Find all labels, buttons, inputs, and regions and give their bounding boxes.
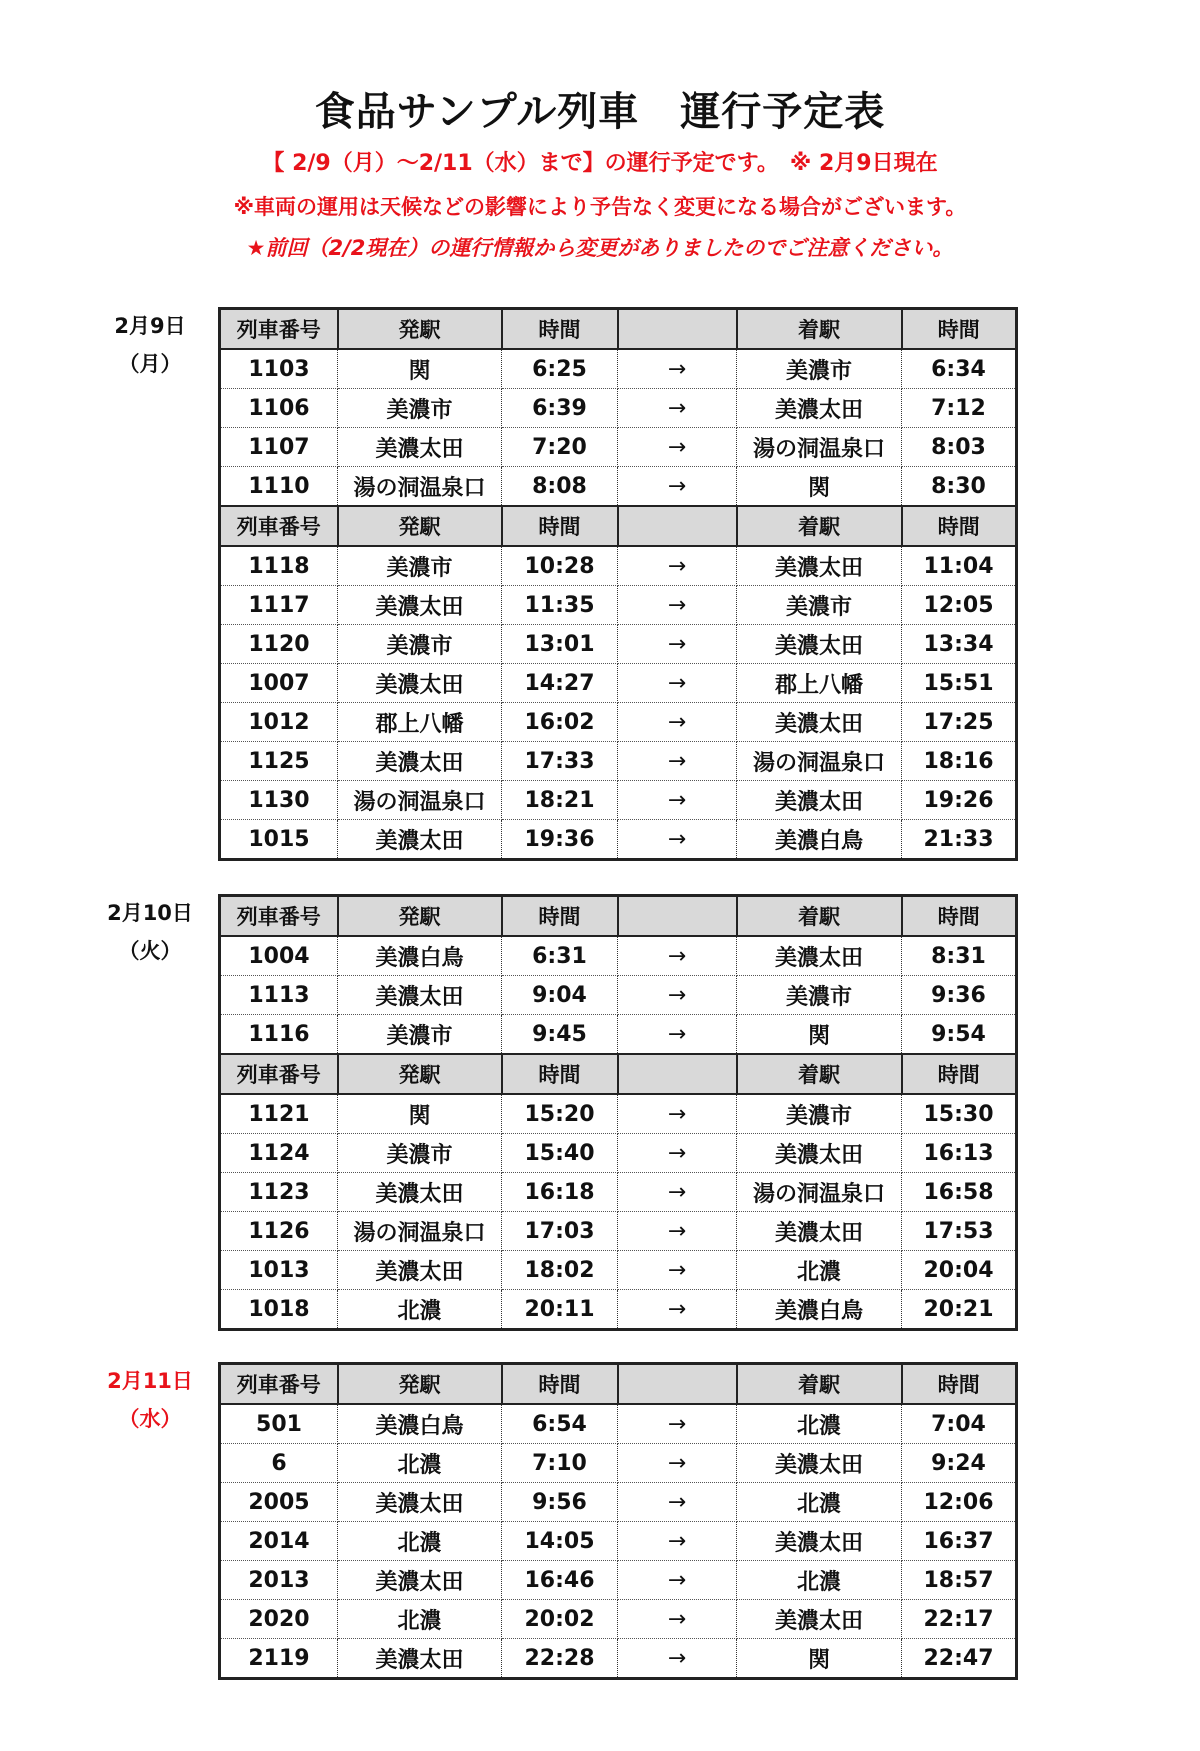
- cell-train: 1120: [220, 625, 338, 664]
- cell-dep: 7:10: [502, 1444, 618, 1483]
- cell-arr: 12:05: [902, 586, 1017, 625]
- arrow-icon: →: [618, 1561, 737, 1600]
- cell-arr: 19:26: [902, 781, 1017, 820]
- cell-dep: 6:39: [502, 389, 618, 428]
- table-row: [220, 1561, 1017, 1600]
- table-row: [220, 349, 1017, 389]
- cell-train: 1007: [220, 664, 338, 703]
- cell-train: 1116: [220, 1015, 338, 1055]
- table-row: [220, 1290, 1017, 1330]
- cell-to: 郡上八幡: [737, 664, 902, 703]
- cell-dep: 9:45: [502, 1015, 618, 1055]
- arrow-icon: →: [618, 703, 737, 742]
- cell-train: 1106: [220, 389, 338, 428]
- column-header-train: 列車番号: [220, 506, 338, 546]
- cell-dep: 14:05: [502, 1522, 618, 1561]
- cell-from: 美濃太田: [338, 820, 502, 860]
- table-row: [220, 625, 1017, 664]
- cell-train: 2013: [220, 1561, 338, 1600]
- column-header-train: 列車番号: [220, 896, 338, 937]
- arrow-icon: →: [618, 936, 737, 976]
- cell-arr: 8:31: [902, 936, 1017, 976]
- column-header-dep: 時間: [502, 1364, 618, 1405]
- table-row: [220, 467, 1017, 507]
- arrow-icon: →: [618, 1290, 737, 1330]
- column-header-dep: 時間: [502, 896, 618, 937]
- cell-arr: 16:58: [902, 1173, 1017, 1212]
- table-row: [220, 781, 1017, 820]
- cell-train: 1018: [220, 1290, 338, 1330]
- cell-from: 関: [338, 1094, 502, 1134]
- cell-to: 北濃: [737, 1561, 902, 1600]
- cell-dep: 6:54: [502, 1404, 618, 1444]
- cell-arr: 22:17: [902, 1600, 1017, 1639]
- cell-to: 美濃太田: [737, 1600, 902, 1639]
- cell-dep: 15:40: [502, 1134, 618, 1173]
- cell-train: 1118: [220, 546, 338, 586]
- column-header-arrow: [618, 1054, 737, 1094]
- cell-dep: 20:02: [502, 1600, 618, 1639]
- cell-dep: 16:46: [502, 1561, 618, 1600]
- cell-to: 関: [737, 467, 902, 507]
- cell-train: 2020: [220, 1600, 338, 1639]
- column-header-to: 着駅: [737, 506, 902, 546]
- arrow-icon: →: [618, 1212, 737, 1251]
- table-row: [220, 1094, 1017, 1134]
- table-row: [220, 1212, 1017, 1251]
- cell-arr: 15:30: [902, 1094, 1017, 1134]
- cell-dep: 17:33: [502, 742, 618, 781]
- table-header-row: [220, 896, 1017, 937]
- cell-dep: 20:11: [502, 1290, 618, 1330]
- cell-from: 美濃太田: [338, 1639, 502, 1679]
- table-header-row: [220, 1364, 1017, 1405]
- cell-to: 美濃太田: [737, 936, 902, 976]
- day-date-label: 2月11日: [107, 1369, 193, 1393]
- cell-from: 美濃白鳥: [338, 936, 502, 976]
- cell-dep: 7:20: [502, 428, 618, 467]
- table-row: [220, 428, 1017, 467]
- cell-from: 北濃: [338, 1444, 502, 1483]
- column-header-arrow: [618, 1364, 737, 1405]
- table-row: [220, 546, 1017, 586]
- cell-train: 1124: [220, 1134, 338, 1173]
- table-row: [220, 703, 1017, 742]
- arrow-icon: →: [618, 546, 737, 586]
- cell-arr: 9:24: [902, 1444, 1017, 1483]
- cell-train: 1113: [220, 976, 338, 1015]
- cell-to: 美濃太田: [737, 703, 902, 742]
- table-row: [220, 1404, 1017, 1444]
- column-header-arr: 時間: [902, 309, 1017, 350]
- cell-to: 美濃太田: [737, 546, 902, 586]
- arrow-icon: →: [618, 1444, 737, 1483]
- schedule-period-notice: 【 2/9（月）～2/11（水）まで】の運行予定です。 ※ 2月9日現在: [262, 151, 938, 176]
- cell-arr: 8:03: [902, 428, 1017, 467]
- cell-dep: 18:02: [502, 1251, 618, 1290]
- cell-to: 美濃太田: [737, 1212, 902, 1251]
- cell-arr: 20:21: [902, 1290, 1017, 1330]
- cell-arr: 9:36: [902, 976, 1017, 1015]
- cell-to: 美濃太田: [737, 625, 902, 664]
- table-header-row: [220, 506, 1017, 546]
- cell-to: 湯の洞温泉口: [737, 1173, 902, 1212]
- cell-to: 美濃太田: [737, 781, 902, 820]
- cell-to: 美濃太田: [737, 1134, 902, 1173]
- arrow-icon: →: [618, 428, 737, 467]
- weather-disclaimer: ※車両の運用は天候などの影響により予告なく変更になる場合がございます。: [233, 195, 967, 219]
- column-header-dep: 時間: [502, 1054, 618, 1094]
- cell-to: 北濃: [737, 1251, 902, 1290]
- table-row: [220, 1483, 1017, 1522]
- column-header-arr: 時間: [902, 1054, 1017, 1094]
- column-header-train: 列車番号: [220, 1364, 338, 1405]
- cell-arr: 11:04: [902, 546, 1017, 586]
- table-row: [220, 1015, 1017, 1055]
- page-title: 食品サンプル列車 運行予定表: [314, 89, 886, 135]
- cell-from: 美濃市: [338, 546, 502, 586]
- cell-arr: 13:34: [902, 625, 1017, 664]
- column-header-arr: 時間: [902, 506, 1017, 546]
- table-header-row: [220, 309, 1017, 350]
- cell-dep: 16:02: [502, 703, 618, 742]
- table-header-row: [220, 1054, 1017, 1094]
- cell-dep: 6:31: [502, 936, 618, 976]
- cell-to: 関: [737, 1639, 902, 1679]
- cell-arr: 18:57: [902, 1561, 1017, 1600]
- day-date-label: 2月9日: [114, 314, 186, 338]
- arrow-icon: →: [618, 389, 737, 428]
- cell-from: 美濃太田: [338, 664, 502, 703]
- cell-from: 美濃市: [338, 1134, 502, 1173]
- cell-train: 6: [220, 1444, 338, 1483]
- cell-from: 美濃市: [338, 389, 502, 428]
- arrow-icon: →: [618, 625, 737, 664]
- cell-from: 美濃太田: [338, 742, 502, 781]
- cell-train: 1117: [220, 586, 338, 625]
- column-header-from: 発駅: [338, 309, 502, 350]
- cell-from: 北濃: [338, 1522, 502, 1561]
- cell-train: 501: [220, 1404, 338, 1444]
- arrow-icon: →: [618, 1522, 737, 1561]
- cell-dep: 15:20: [502, 1094, 618, 1134]
- arrow-icon: →: [618, 781, 737, 820]
- cell-train: 1103: [220, 349, 338, 389]
- cell-from: 美濃太田: [338, 428, 502, 467]
- column-header-from: 発駅: [338, 506, 502, 546]
- cell-train: 1004: [220, 936, 338, 976]
- arrow-icon: →: [618, 1404, 737, 1444]
- cell-train: 1013: [220, 1251, 338, 1290]
- arrow-icon: →: [618, 1483, 737, 1522]
- arrow-icon: →: [618, 1173, 737, 1212]
- column-header-arrow: [618, 506, 737, 546]
- cell-from: 関: [338, 349, 502, 389]
- cell-from: 美濃太田: [338, 1561, 502, 1600]
- cell-train: 1126: [220, 1212, 338, 1251]
- cell-from: 美濃太田: [338, 586, 502, 625]
- arrow-icon: →: [618, 1600, 737, 1639]
- column-header-to: 着駅: [737, 896, 902, 937]
- cell-arr: 16:37: [902, 1522, 1017, 1561]
- cell-from: 北濃: [338, 1290, 502, 1330]
- cell-arr: 8:30: [902, 467, 1017, 507]
- cell-arr: 7:12: [902, 389, 1017, 428]
- cell-train: 2119: [220, 1639, 338, 1679]
- cell-to: 北濃: [737, 1404, 902, 1444]
- table-row: [220, 1639, 1017, 1679]
- arrow-icon: →: [618, 1134, 737, 1173]
- table-row: [220, 742, 1017, 781]
- cell-dep: 9:04: [502, 976, 618, 1015]
- table-row: [220, 936, 1017, 976]
- cell-dep: 16:18: [502, 1173, 618, 1212]
- arrow-icon: →: [618, 1015, 737, 1055]
- table-row: [220, 1251, 1017, 1290]
- cell-arr: 17:53: [902, 1212, 1017, 1251]
- cell-to: 美濃白鳥: [737, 1290, 902, 1330]
- day-weekday-label: （水）: [118, 1407, 182, 1431]
- cell-arr: 21:33: [902, 820, 1017, 860]
- cell-dep: 6:25: [502, 349, 618, 389]
- arrow-icon: →: [618, 976, 737, 1015]
- cell-from: 美濃市: [338, 625, 502, 664]
- column-header-to: 着駅: [737, 1364, 902, 1405]
- cell-train: 1123: [220, 1173, 338, 1212]
- arrow-icon: →: [618, 349, 737, 389]
- cell-from: 美濃太田: [338, 1251, 502, 1290]
- arrow-icon: →: [618, 1639, 737, 1679]
- timetable: [218, 894, 1018, 1331]
- cell-arr: 17:25: [902, 703, 1017, 742]
- cell-from: 美濃市: [338, 1015, 502, 1055]
- cell-dep: 9:56: [502, 1483, 618, 1522]
- cell-train: 2005: [220, 1483, 338, 1522]
- cell-train: 1121: [220, 1094, 338, 1134]
- table-row: [220, 664, 1017, 703]
- cell-train: 1125: [220, 742, 338, 781]
- cell-arr: 7:04: [902, 1404, 1017, 1444]
- cell-train: 1130: [220, 781, 338, 820]
- cell-arr: 18:16: [902, 742, 1017, 781]
- table-row: [220, 1173, 1017, 1212]
- cell-arr: 15:51: [902, 664, 1017, 703]
- arrow-icon: →: [618, 586, 737, 625]
- cell-from: 湯の洞温泉口: [338, 467, 502, 507]
- column-header-arr: 時間: [902, 896, 1017, 937]
- cell-to: 美濃市: [737, 976, 902, 1015]
- cell-to: 美濃太田: [737, 1444, 902, 1483]
- cell-to: 関: [737, 1015, 902, 1055]
- cell-arr: 6:34: [902, 349, 1017, 389]
- arrow-icon: →: [618, 664, 737, 703]
- cell-to: 湯の洞温泉口: [737, 428, 902, 467]
- column-header-from: 発駅: [338, 896, 502, 937]
- cell-train: 1012: [220, 703, 338, 742]
- cell-dep: 22:28: [502, 1639, 618, 1679]
- cell-to: 美濃太田: [737, 1522, 902, 1561]
- cell-dep: 18:21: [502, 781, 618, 820]
- change-notice: ★前回（2/2現在）の運行情報から変更がありましたのでご注意ください。: [246, 236, 954, 260]
- cell-dep: 14:27: [502, 664, 618, 703]
- cell-from: 美濃太田: [338, 1483, 502, 1522]
- cell-train: 1107: [220, 428, 338, 467]
- arrow-icon: →: [618, 1251, 737, 1290]
- cell-dep: 17:03: [502, 1212, 618, 1251]
- timetable: [218, 1362, 1018, 1680]
- table-row: [220, 389, 1017, 428]
- cell-to: 美濃市: [737, 1094, 902, 1134]
- table-row: [220, 1134, 1017, 1173]
- table-row: [220, 1444, 1017, 1483]
- cell-train: 2014: [220, 1522, 338, 1561]
- cell-from: 湯の洞温泉口: [338, 1212, 502, 1251]
- table-row: [220, 976, 1017, 1015]
- cell-arr: 12:06: [902, 1483, 1017, 1522]
- cell-from: 美濃太田: [338, 1173, 502, 1212]
- table-row: [220, 820, 1017, 860]
- arrow-icon: →: [618, 742, 737, 781]
- column-header-arrow: [618, 896, 737, 937]
- cell-arr: 22:47: [902, 1639, 1017, 1679]
- arrow-icon: →: [618, 820, 737, 860]
- day-weekday-label: （火）: [118, 939, 182, 963]
- cell-train: 1110: [220, 467, 338, 507]
- column-header-arr: 時間: [902, 1364, 1017, 1405]
- cell-dep: 11:35: [502, 586, 618, 625]
- column-header-dep: 時間: [502, 309, 618, 350]
- column-header-to: 着駅: [737, 309, 902, 350]
- cell-arr: 16:13: [902, 1134, 1017, 1173]
- column-header-from: 発駅: [338, 1364, 502, 1405]
- table-row: [220, 586, 1017, 625]
- cell-from: 美濃太田: [338, 976, 502, 1015]
- cell-from: 北濃: [338, 1600, 502, 1639]
- column-header-dep: 時間: [502, 506, 618, 546]
- column-header-to: 着駅: [737, 1054, 902, 1094]
- column-header-train: 列車番号: [220, 309, 338, 350]
- cell-from: 湯の洞温泉口: [338, 781, 502, 820]
- cell-dep: 19:36: [502, 820, 618, 860]
- cell-to: 美濃白鳥: [737, 820, 902, 860]
- cell-from: 郡上八幡: [338, 703, 502, 742]
- day-date-label: 2月10日: [107, 901, 193, 925]
- column-header-from: 発駅: [338, 1054, 502, 1094]
- cell-from: 美濃白鳥: [338, 1404, 502, 1444]
- column-header-arrow: [618, 309, 737, 350]
- timetable: [218, 307, 1018, 861]
- table-row: [220, 1522, 1017, 1561]
- table-row: [220, 1600, 1017, 1639]
- cell-train: 1015: [220, 820, 338, 860]
- cell-dep: 8:08: [502, 467, 618, 507]
- arrow-icon: →: [618, 1094, 737, 1134]
- day-weekday-label: （月）: [118, 352, 182, 376]
- column-header-train: 列車番号: [220, 1054, 338, 1094]
- cell-to: 美濃太田: [737, 389, 902, 428]
- cell-arr: 20:04: [902, 1251, 1017, 1290]
- cell-dep: 10:28: [502, 546, 618, 586]
- cell-arr: 9:54: [902, 1015, 1017, 1055]
- cell-to: 湯の洞温泉口: [737, 742, 902, 781]
- cell-to: 美濃市: [737, 349, 902, 389]
- arrow-icon: →: [618, 467, 737, 507]
- cell-to: 美濃市: [737, 586, 902, 625]
- cell-to: 北濃: [737, 1483, 902, 1522]
- cell-dep: 13:01: [502, 625, 618, 664]
